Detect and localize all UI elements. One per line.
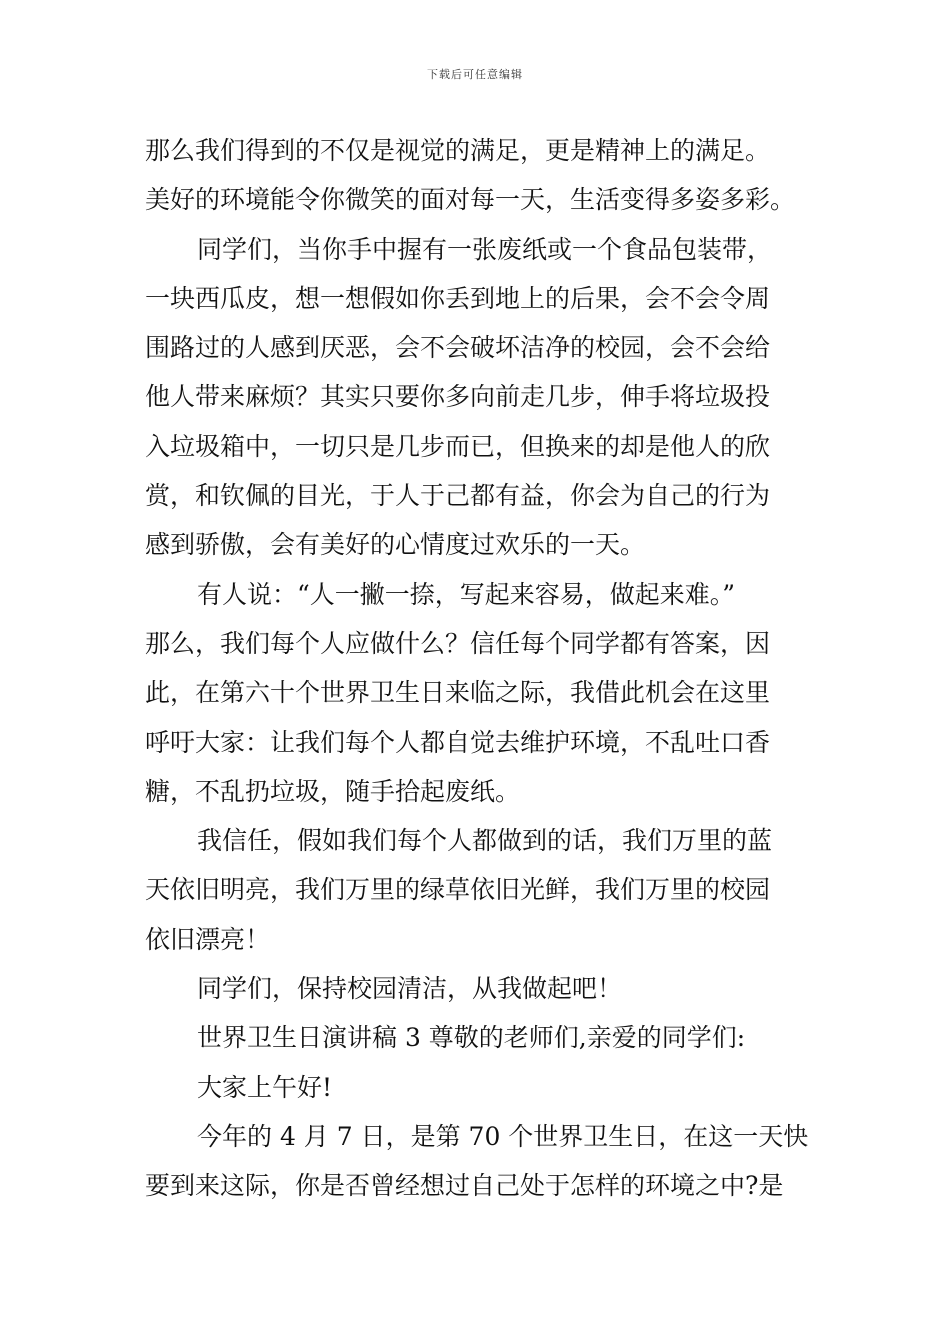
text-line: 他人带来麻烦？其实只要你多向前走几步，伸手将垃圾投 (145, 382, 771, 412)
text-line: 一块西瓜皮，想一想假如你丢到地上的后果，会不会令周 (145, 283, 771, 313)
text-line: 我信任，假如我们每个人都做到的话，我们万里的蓝 (197, 826, 773, 856)
text-line: 同学们，保持校园清洁，从我做起吧！ (197, 974, 623, 1004)
text-line: 呼吁大家：让我们每个人都自觉去维护环境，不乱吐口香 (145, 727, 771, 757)
text-line: 美好的环境能令你微笑的面对每一天，生活变得多姿多彩。 (145, 185, 796, 215)
text-line: 要到来这际，你是否曾经想过自己处于怎样的环境之中?是 (145, 1171, 784, 1201)
text-line: 此，在第六十个世界卫生日来临之际，我借此机会在这里 (145, 678, 771, 708)
text-line: 赏，和钦佩的目光，于人于己都有益，你会为自己的行为 (145, 481, 771, 511)
document-body (145, 126, 815, 1211)
page-header: 下载后可任意编辑 (427, 68, 523, 81)
text-line: 有人说：“人一撇一捺，写起来容易，做起来难。” (197, 579, 736, 609)
text-line: 感到骄傲，会有美好的心情度过欢乐的一天。 (145, 530, 646, 560)
text-line: 大家上午好! (197, 1072, 333, 1102)
text-line: 入垃圾箱中，一切只是几步而已，但换来的却是他人的欣 (145, 431, 771, 461)
text-line: 那么我们得到的不仅是视觉的满足，更是精神上的满足。 (145, 136, 771, 165)
text-line: 那么，我们每个人应做什么？信任每个同学都有答案，因 (145, 628, 771, 658)
text-line: 天依旧明亮，我们万里的绿草依旧光鲜，我们万里的校园 (145, 875, 771, 905)
text-line: 围路过的人感到厌恶，会不会破坏洁净的校园，会不会给 (145, 333, 771, 363)
text-line: 今年的 4 月 7 日，是第 70 个世界卫生日，在这一天快 (197, 1121, 809, 1151)
text-line: 糖，不乱扔垃圾，随手拾起废纸。 (145, 776, 521, 806)
text-line: 同学们，当你手中握有一张废纸或一个食品包装带， (197, 234, 773, 264)
text-line: 依旧漂亮！ (145, 924, 271, 954)
text-line: 世界卫生日演讲稿 3 尊敬的老师们,亲爱的同学们: (197, 1023, 746, 1053)
